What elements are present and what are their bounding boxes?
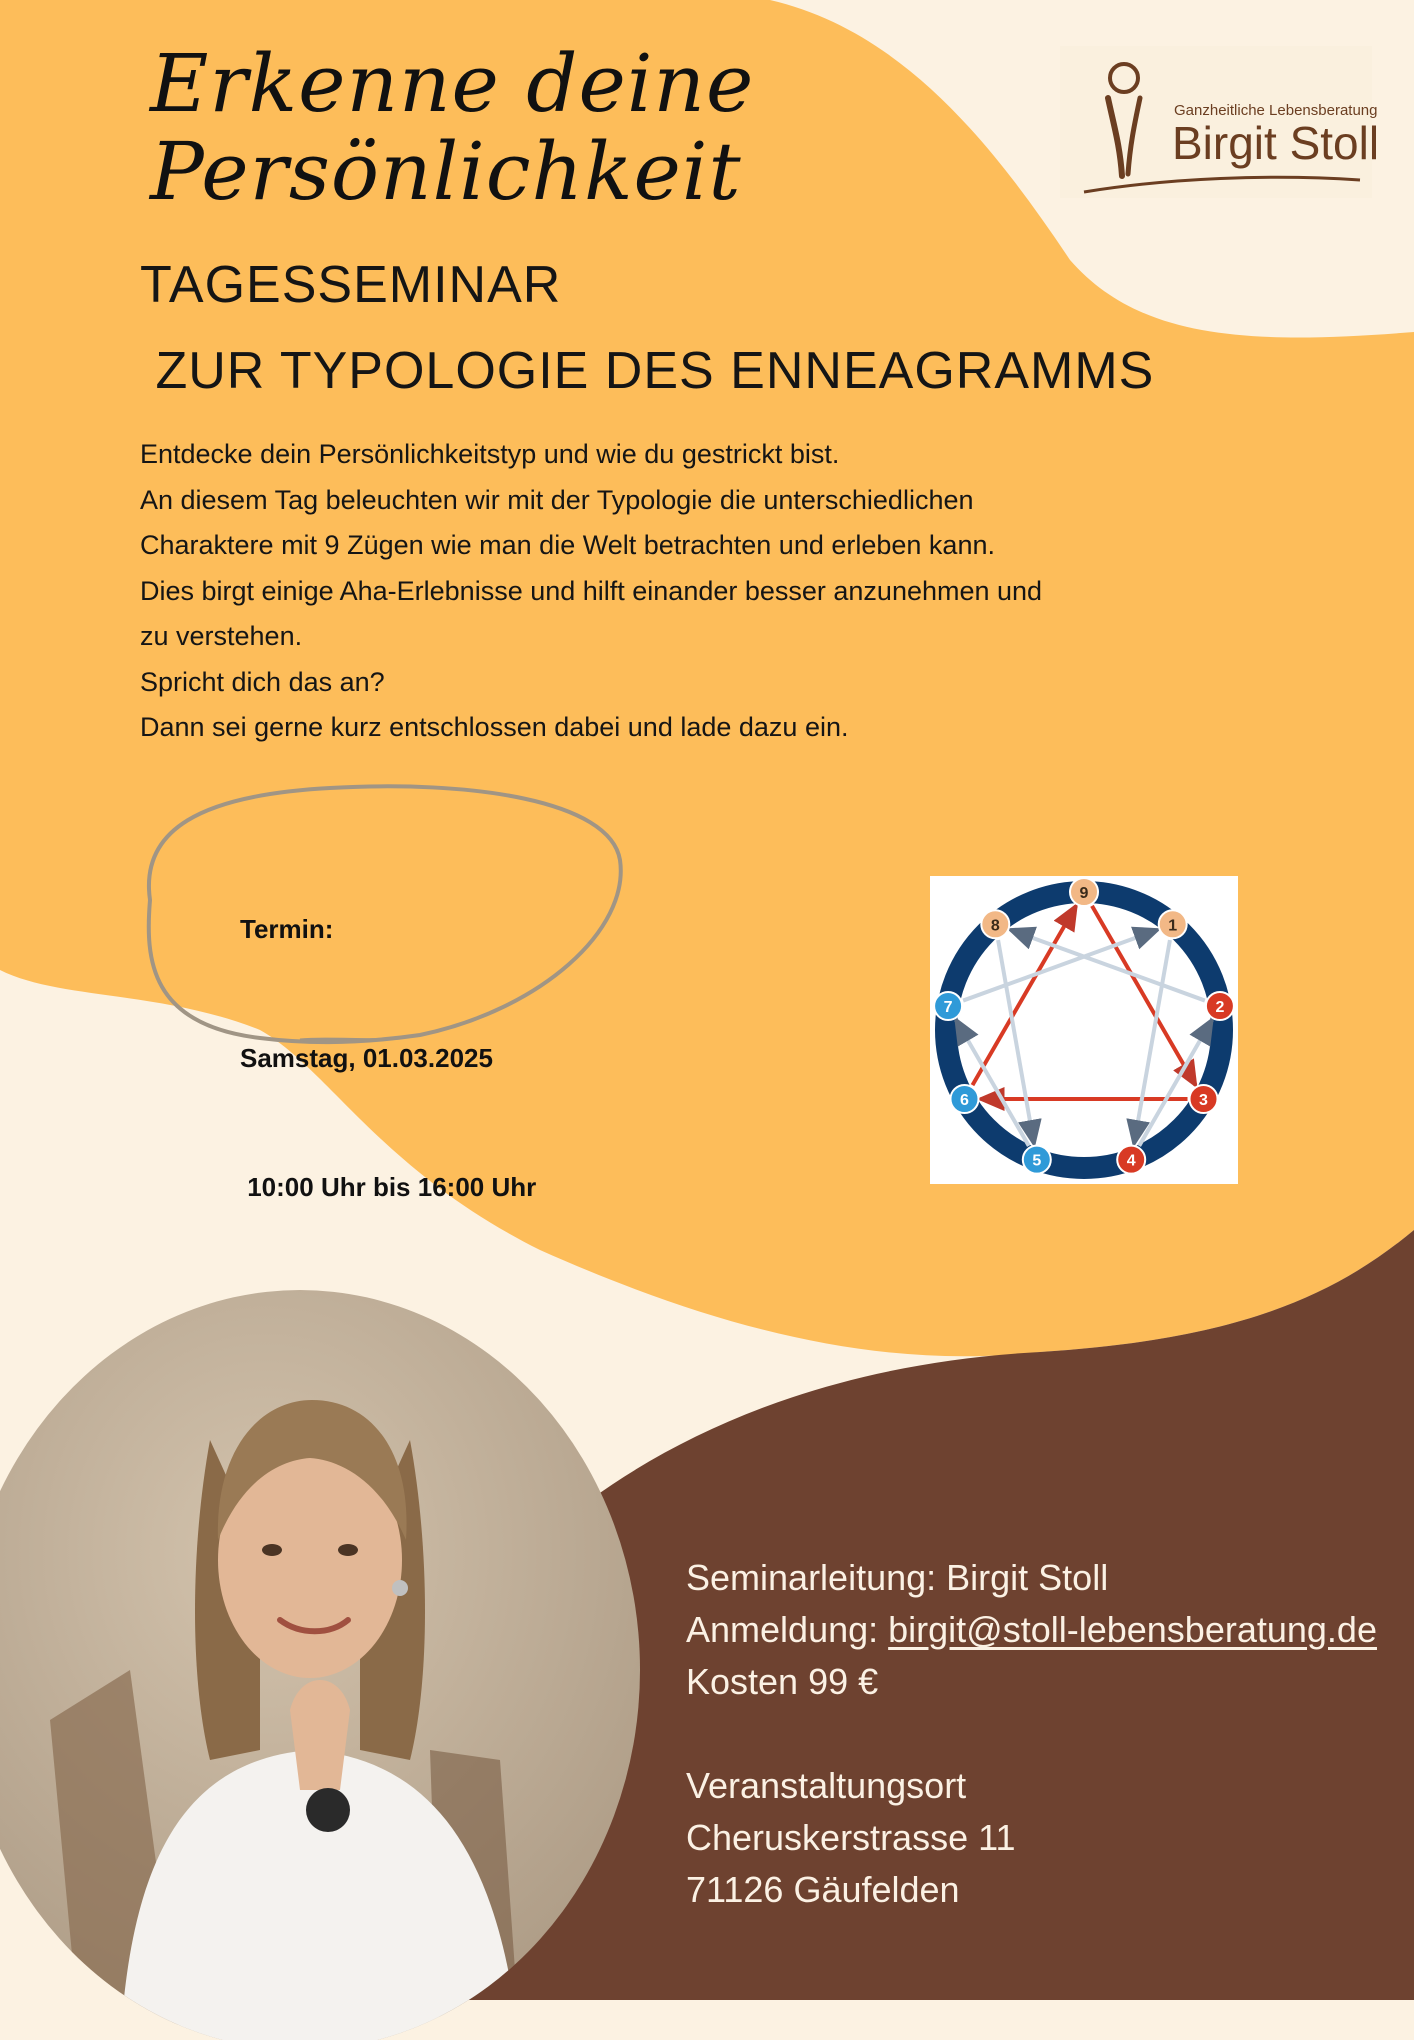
intro-line: Dies birgt einige Aha-Erlebnisse und hilft einander besser anzunehmen und [140, 575, 1043, 606]
registration-label: Anmeldung: [686, 1609, 889, 1650]
intro-line: Entdecke dein Persönlichkeitstyp und wie du gestrickt bist. [140, 439, 840, 469]
enneagram-point-label: 5 [1032, 1152, 1042, 1170]
enneagram-point-3 [1190, 1085, 1218, 1113]
enneagram-point-4 [1117, 1146, 1145, 1174]
intro-line: An diesem Tag beleuchten wir mit der Typologie die unterschiedlichen [140, 484, 974, 515]
intro-line: Dann sei gerne kurz entschlossen dabei und lade dazu ein. [140, 712, 849, 742]
enneagram-hexad-arrow [998, 940, 1034, 1144]
intro-text [140, 432, 1240, 751]
venue-label: Veranstaltungsort [686, 1765, 967, 1806]
seminar-leader: Seminarleitung: Birgit Stoll [686, 1557, 1109, 1598]
enneagram-diagram [930, 876, 1238, 1184]
email-link[interactable]: birgit@stoll-lebensberatung.de [888, 1609, 1377, 1650]
script-title [150, 37, 755, 218]
logo-name: Birgit Stoll [1172, 117, 1380, 169]
termin-time: 10:00 Uhr bis 16:00 Uhr [240, 1172, 537, 1202]
enneagram-point-5 [1023, 1146, 1051, 1174]
venue-city: 71126 Gäufelden [686, 1869, 960, 1910]
enneagram-point-6 [950, 1085, 978, 1113]
termin-label: Termin: [240, 914, 334, 944]
script-title-line-2: Persönlichkeit [150, 125, 742, 218]
intro-line: zu verstehen. [140, 621, 303, 651]
enneagram-point-8 [981, 910, 1009, 938]
intro-line: Charaktere mit 9 Zügen wie man die Welt betrachten und erleben kann. [140, 530, 995, 560]
termin-date: Samstag, 01.03.2025 [240, 1043, 493, 1073]
cost: Kosten 99 € [686, 1661, 879, 1702]
enneagram-point-label: 1 [1168, 917, 1178, 935]
enneagram-point-9 [1070, 878, 1098, 906]
headline-line-2: ZUR TYPOLOGIE DES ENNEAGRAMMS [140, 342, 1155, 400]
logo-subtitle: Ganzheitliche Lebensberatung [1174, 102, 1378, 119]
headline-line-1: TAGESSEMINAR [140, 256, 562, 314]
enneagram-point-2 [1206, 992, 1234, 1020]
headline [140, 242, 1154, 414]
enneagram-point-label: 9 [1079, 885, 1089, 902]
enneagram-point-label: 2 [1215, 999, 1225, 1017]
enneagram-point-label: 7 [943, 999, 953, 1017]
enneagram-point-label: 6 [960, 1092, 969, 1109]
enneagram-point-label: 8 [990, 917, 1000, 935]
intro-line: Spricht dich das an? [140, 666, 385, 697]
termin-box [240, 822, 536, 1252]
script-title-line-1: Erkenne deine [150, 37, 755, 130]
venue-street: Cheruskerstrasse 11 [686, 1817, 1016, 1858]
portrait-photo [0, 1290, 640, 2040]
enneagram-point-7 [934, 992, 962, 1020]
brand-logo [1060, 46, 1380, 198]
enneagram-point-label: 4 [1126, 1152, 1136, 1170]
registration-line [686, 1604, 1377, 1656]
contact-info [686, 1552, 1377, 1916]
enneagram-point-label: 3 [1199, 1092, 1208, 1109]
enneagram-hexad-arrow [1134, 940, 1170, 1144]
enneagram-point-1 [1159, 910, 1187, 938]
